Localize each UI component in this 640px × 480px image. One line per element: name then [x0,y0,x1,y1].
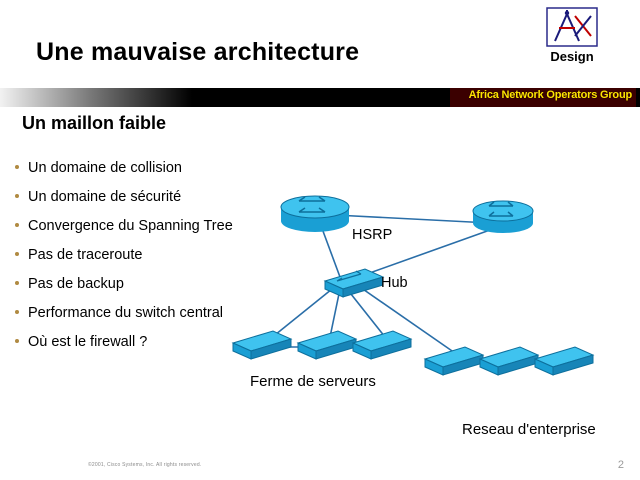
server-switch-icon [233,331,291,359]
bullet-dot-icon [15,310,19,314]
list-item-label: Pas de backup [28,276,124,292]
page-number: 2 [617,459,624,471]
label-server-farm: Ferme de serveurs [250,373,376,390]
list-item-label: Où est le firewall ? [28,334,148,350]
server-switch-icon [353,331,411,359]
logo-label: Design [550,49,594,64]
list-item-label: Un domaine de collision [28,160,182,176]
page-title: Une mauvaise architecture [36,38,360,66]
footer-copyright: ©2001, Cisco Systems, Inc. All rights reserved. [88,462,202,468]
list-item-label: Performance du switch central [28,305,224,321]
slide-subtitle: Un maillon faible [22,113,167,133]
list-item [12,160,302,176]
bullet-dot-icon [15,252,19,256]
label-enterprise-network: Reseau d'enterprise [462,421,596,438]
network-diagram [225,185,635,400]
enterprise-switch-icon [425,347,483,375]
list-item-label: Un domaine de sécurité [28,189,182,205]
logo-block [526,6,618,64]
router-left-icon [281,196,349,232]
bullet-dot-icon [15,194,19,198]
server-switch-icon [298,331,356,359]
bullet-dot-icon [15,281,19,285]
enterprise-switch-icon [535,347,593,375]
bullet-dot-icon [15,165,19,169]
central-switch-icon [325,269,383,297]
list-item-label: Pas de traceroute [28,247,143,263]
enterprise-switch-icon [480,347,538,375]
list-item-label: Convergence du Spanning Tree [28,218,233,234]
bullet-dot-icon [15,339,19,343]
band-organization-name: Africa Network Operators Group [468,89,632,101]
label-hsrp: HSRP [352,227,393,243]
diagram-links [265,215,565,360]
compass-and-tools-logo-icon [545,6,599,48]
label-hub: Hub [381,275,408,291]
router-right-icon [473,201,533,233]
bullet-dot-icon [15,223,19,227]
